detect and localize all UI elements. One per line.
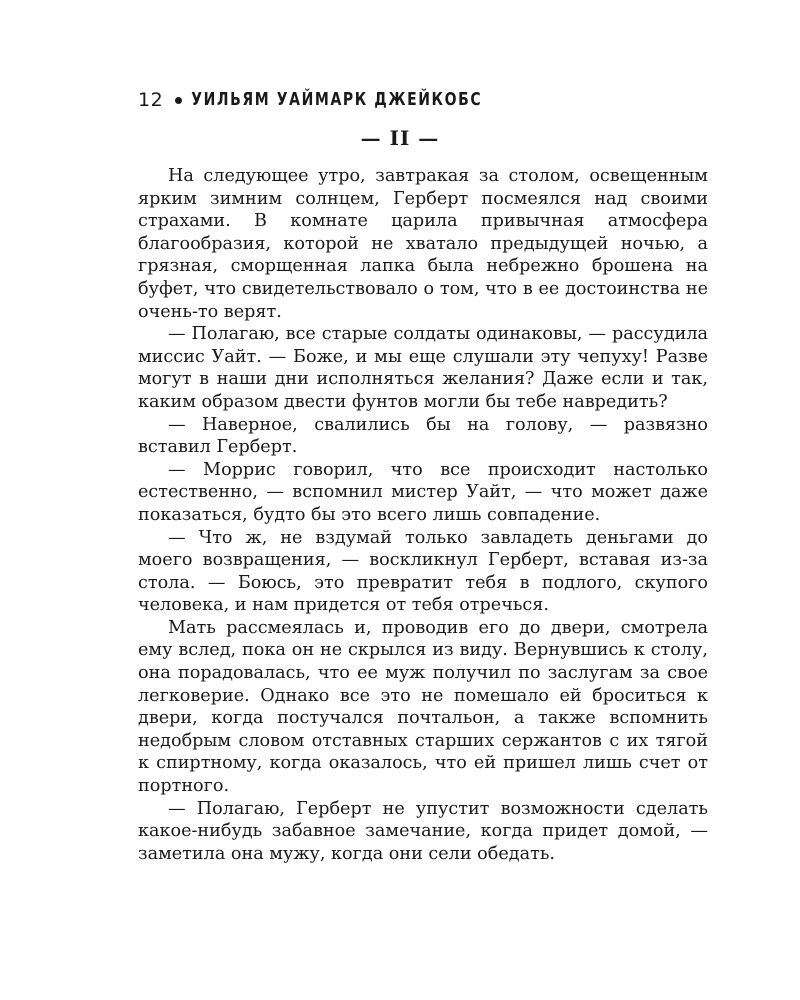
running-head — [138, 88, 482, 112]
body-text — [138, 165, 708, 865]
paragraph: — Наверное, свалились бы на голову, — развязно вставил Герберт. — [138, 414, 708, 458]
page-number: 12 — [138, 89, 164, 111]
paragraph: — Что ж, не вздумай только завладеть деньгами до моего возвращения, — воскликнул Герберт, вставая из-за стола. — Боюсь, это превратит тебя в подлого, скупого человека, и нам придется от тебя отречься. — [138, 527, 708, 616]
bullet-icon — [175, 97, 182, 104]
paragraph: На следующее утро, завтракая за столом, освещенным ярким зимним солнцем, Герберт посмеялся над своими страхами. В комнате царила привычная атмосфера благообразия, которой не хватало предыдущей ночью, а грязная, сморщенная лапка была небрежно брошена на буфет, что свидетельствовало о том, что в ее достоинства не очень-то верят. — [138, 166, 708, 322]
paragraph: Мать рассмеялась и, проводив его до двери, смотрела ему вслед, пока он не скрылся из виду. Вернувшись к столу, она порадовалась, что ее муж получил по заслугам за свое легковерие. Однако все это не помешало ей броситься к двери, когда постучался почтальон, а также вспомнить недобрым словом отставных старших сержантов с их тягой к спиртному, когда оказалось, что ей пришел лишь счет от портного. — [138, 617, 708, 797]
paragraph: — Моррис говорил, что все происходит настолько естественно, — вспомнил мистер Уайт, — что может даже показаться, будто бы это всего лишь совпадение. — [138, 459, 708, 525]
chapter-heading: — II — — [360, 126, 440, 150]
author-name: УИЛЬЯМ УАЙМАРК ДЖЕЙКОБС — [191, 90, 483, 110]
paragraph: — Полагаю, Герберт не упустит возможности сделать какое-нибудь забавное замечание, когда придет домой, — заметила она мужу, когда они сели обедать. — [138, 798, 708, 864]
paragraph: — Полагаю, все старые солдаты одинаковы, — рассудила миссис Уайт. — Боже, и мы еще слушали эту чепуху! Разве могут в наши дни исполняться желания? Даже если и так, каким образом двести фунтов могли бы тебе навредить? — [138, 324, 708, 412]
